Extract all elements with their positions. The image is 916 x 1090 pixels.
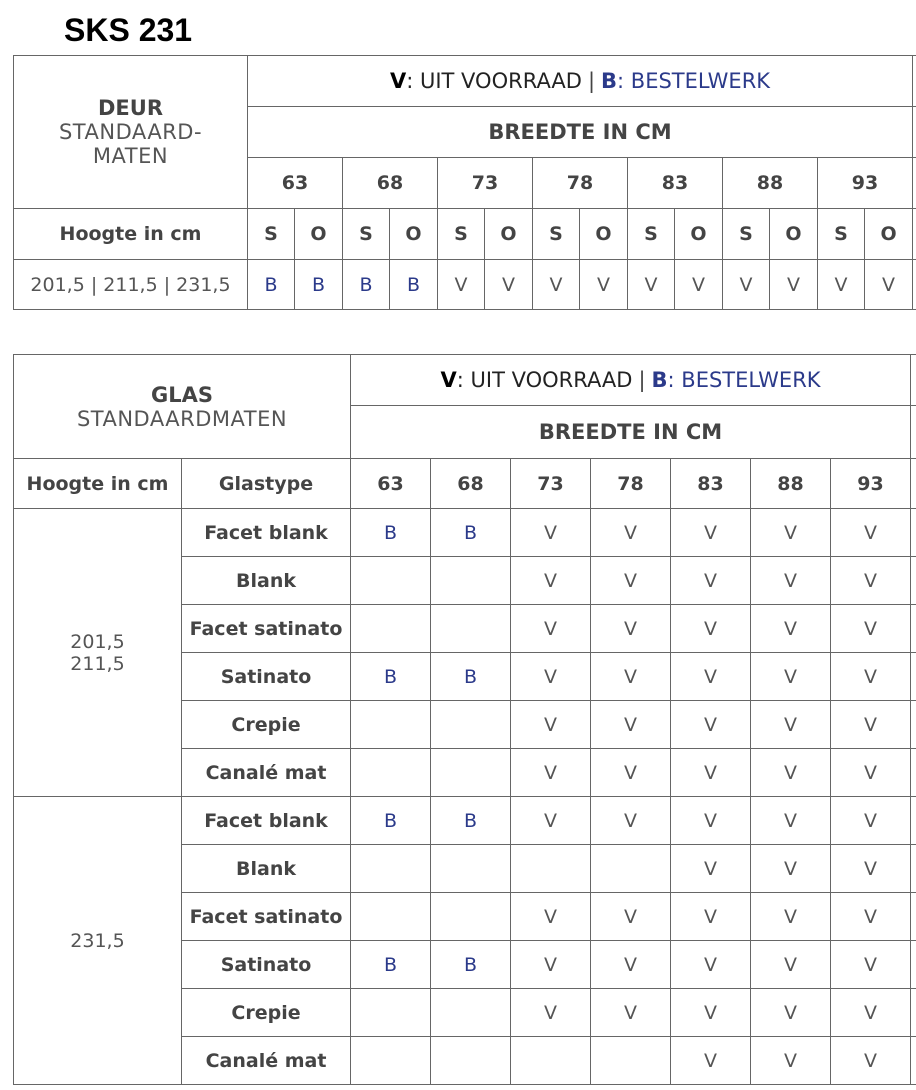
glas-hoogte-label: Hoogte in cm (14, 459, 182, 509)
deur-header-cell (14, 56, 248, 209)
glas-value-cell: V (671, 941, 751, 989)
glas-value-cell: V (671, 845, 751, 893)
glas-value-cell: V (591, 941, 671, 989)
glas-overflow-cell (911, 557, 916, 605)
glas-value-cell: V (511, 749, 591, 797)
deur-value-cell: V (770, 260, 818, 310)
glas-value-cell (431, 893, 511, 941)
glas-value-cell: V (591, 989, 671, 1037)
deur-value-cell: V (628, 260, 675, 310)
glas-value-cell: V (751, 1037, 831, 1085)
glastype-label: Canalé mat (182, 1037, 351, 1085)
glas-value-cell (431, 989, 511, 1037)
glas-value-cell: V (751, 605, 831, 653)
deur-value-cell: V (438, 260, 485, 310)
deur-sub-label: S (628, 209, 675, 260)
glas-width-78: 78 (591, 459, 671, 509)
deur-value-cell: V (723, 260, 770, 310)
glas-value-cell: V (751, 653, 831, 701)
glas-value-cell: B (431, 509, 511, 557)
glas-value-cell: V (831, 509, 911, 557)
glas-value-cell: V (751, 845, 831, 893)
glas-height-cell (14, 509, 182, 797)
glas-height-cell (14, 797, 182, 1085)
glas-value-cell (431, 605, 511, 653)
table-row (14, 509, 916, 557)
glas-value-cell: V (511, 653, 591, 701)
deur-sub-label: O (770, 209, 818, 260)
deur-width-93: 93 (818, 158, 913, 209)
deur-value-cell: B (248, 260, 295, 310)
glas-value-cell: B (351, 941, 431, 989)
legend-b-text: : BESTELWERK (617, 69, 771, 93)
glas-value-cell: B (431, 653, 511, 701)
glas-body (14, 509, 916, 1085)
glastype-label: Facet satinato (182, 605, 351, 653)
glas-value-cell: V (511, 797, 591, 845)
deur-sub-row (14, 209, 916, 260)
deur-width-83: 83 (628, 158, 723, 209)
deur-sub-label: S (438, 209, 485, 260)
deur-sub-label: S (723, 209, 770, 260)
deur-value-cell: B (343, 260, 390, 310)
glas-height-value: 231,5 (70, 929, 125, 952)
legend-v-text: : UIT VOORRAAD (406, 69, 582, 93)
glas-value-cell: V (671, 749, 751, 797)
deur-sub-label: O (580, 209, 628, 260)
glas-overflow-cell (911, 406, 916, 459)
glas-value-cell (431, 701, 511, 749)
glas-width-68: 68 (431, 459, 511, 509)
deur-width-73: 73 (438, 158, 533, 209)
glas-overflow-cell (911, 989, 916, 1037)
glas-value-cell: V (671, 797, 751, 845)
glas-value-cell: V (671, 989, 751, 1037)
legend-separator: | (587, 69, 596, 93)
glas-value-cell: V (671, 1037, 751, 1085)
deur-value-cell: V (675, 260, 723, 310)
glas-value-cell: V (831, 749, 911, 797)
glas-value-cell (351, 845, 431, 893)
deur-sub-label: O (675, 209, 723, 260)
glas-value-cell: V (591, 509, 671, 557)
glas-value-cell: V (751, 557, 831, 605)
deur-sub-label: S (533, 209, 580, 260)
glas-value-cell: V (831, 893, 911, 941)
glas-value-cell (351, 701, 431, 749)
deur-sub-label: O (865, 209, 913, 260)
deur-value-cell: V (865, 260, 913, 310)
glas-header-row (14, 459, 916, 509)
glas-value-cell: V (751, 509, 831, 557)
glas-overflow-cell (911, 749, 916, 797)
glas-value-cell: V (591, 797, 671, 845)
glas-value-cell: B (351, 653, 431, 701)
glastype-label: Blank (182, 845, 351, 893)
glastype-label: Satinato (182, 653, 351, 701)
glas-value-cell: V (511, 605, 591, 653)
glas-value-cell (351, 989, 431, 1037)
glas-width-88: 88 (751, 459, 831, 509)
glas-height-value: 211,5 (70, 652, 125, 675)
glas-subtitle: STANDAARDMATEN (76, 406, 288, 431)
glas-value-cell: V (671, 701, 751, 749)
glas-value-cell (511, 1037, 591, 1085)
glas-value-cell: V (831, 557, 911, 605)
glas-value-cell (591, 1037, 671, 1085)
deur-overflow-cell (913, 56, 916, 107)
glas-value-cell (431, 845, 511, 893)
deur-value-row (14, 260, 916, 310)
legend-v-key: V (440, 368, 457, 392)
glas-value-cell (431, 1037, 511, 1085)
glas-width-63: 63 (351, 459, 431, 509)
deur-sub-label: O (485, 209, 533, 260)
deur-subtitle-line1: STANDAARD- (58, 120, 203, 144)
legend-v-key: V (389, 69, 407, 93)
glas-value-cell: V (671, 893, 751, 941)
deur-width-68: 68 (343, 158, 438, 209)
glas-overflow-cell (911, 605, 916, 653)
glastype-label: Satinato (182, 941, 351, 989)
deur-overflow-cell (913, 158, 916, 209)
glas-value-cell: B (431, 941, 511, 989)
glas-glastype-label: Glastype (182, 459, 351, 509)
glas-table (13, 354, 916, 1085)
glas-value-cell (351, 749, 431, 797)
glas-value-cell: V (511, 893, 591, 941)
glastype-label: Crepie (182, 701, 351, 749)
glas-value-cell: V (751, 893, 831, 941)
glas-value-cell: V (511, 701, 591, 749)
glas-value-cell: V (591, 893, 671, 941)
deur-sub-label: S (343, 209, 390, 260)
glas-value-cell: V (751, 941, 831, 989)
glas-value-cell: B (351, 797, 431, 845)
glas-value-cell (431, 749, 511, 797)
glas-overflow-cell (911, 355, 916, 406)
deur-value-cell: V (818, 260, 865, 310)
glas-overflow-cell (911, 1037, 916, 1085)
glas-width-83: 83 (671, 459, 751, 509)
glas-value-cell: V (831, 941, 911, 989)
glas-value-cell: V (671, 509, 751, 557)
deur-value-cell: V (580, 260, 628, 310)
deur-value-cell: V (485, 260, 533, 310)
glas-value-cell: B (431, 797, 511, 845)
deur-overflow-cell (913, 209, 916, 260)
legend-b-key: B (601, 69, 618, 93)
deur-width-88: 88 (723, 158, 818, 209)
glas-value-cell: V (671, 605, 751, 653)
deur-row-label: 201,5 | 211,5 | 231,5 (14, 260, 248, 310)
glas-value-cell: V (831, 989, 911, 1037)
glastype-label: Canalé mat (182, 749, 351, 797)
glas-value-cell (351, 893, 431, 941)
glas-value-cell: V (831, 1037, 911, 1085)
glas-overflow-cell (911, 893, 916, 941)
glas-value-cell (511, 845, 591, 893)
deur-overflow-cell (913, 260, 916, 310)
legend-b-key: B (651, 368, 668, 392)
glas-value-cell: V (831, 797, 911, 845)
glas-value-cell: V (591, 557, 671, 605)
deur-overflow-cell (913, 107, 916, 158)
glas-value-cell: V (591, 749, 671, 797)
legend-separator: | (638, 368, 646, 392)
deur-value-cell: B (295, 260, 343, 310)
glas-value-cell: V (511, 989, 591, 1037)
glas-header-cell (14, 355, 351, 459)
glas-overflow-cell (911, 701, 916, 749)
deur-sub-label: O (295, 209, 343, 260)
glas-value-cell: V (831, 845, 911, 893)
glastype-label: Facet blank (182, 797, 351, 845)
glas-value-cell (351, 1037, 431, 1085)
glas-value-cell: V (831, 605, 911, 653)
glas-value-cell (431, 557, 511, 605)
glas-value-cell: B (351, 509, 431, 557)
glas-overflow-cell (911, 941, 916, 989)
deur-breedte-label: BREEDTE IN CM (248, 107, 913, 158)
glas-breedte-label: BREEDTE IN CM (351, 406, 911, 459)
glas-value-cell: V (591, 653, 671, 701)
glas-height-value: 201,5 (70, 630, 125, 653)
legend-b-text: : BESTELWERK (667, 368, 821, 392)
deur-legend (248, 56, 913, 107)
glas-value-cell: V (751, 749, 831, 797)
deur-hoogte-label: Hoogte in cm (14, 209, 248, 260)
glas-value-cell: V (671, 653, 751, 701)
glas-value-cell: V (751, 989, 831, 1037)
page-title: SKS 231 (64, 12, 193, 48)
deur-sub-label: S (248, 209, 295, 260)
glastype-label: Crepie (182, 989, 351, 1037)
legend-v-text: : UIT VOORRAAD (456, 368, 633, 392)
glas-value-cell: V (831, 701, 911, 749)
table-row (14, 797, 916, 845)
glas-value-cell: V (751, 701, 831, 749)
deur-table (13, 55, 916, 310)
glas-value-cell: V (511, 941, 591, 989)
glas-overflow-cell (911, 797, 916, 845)
glas-title: GLAS (151, 382, 213, 407)
deur-value-cell: V (533, 260, 580, 310)
deur-value-cell: B (390, 260, 438, 310)
glastype-label: Facet satinato (182, 893, 351, 941)
glas-legend (351, 355, 911, 406)
glas-value-cell: V (591, 701, 671, 749)
glas-value-cell: V (831, 653, 911, 701)
glas-overflow-cell (911, 509, 916, 557)
glas-value-cell: V (511, 509, 591, 557)
deur-width-63: 63 (248, 158, 343, 209)
glas-value-cell (351, 557, 431, 605)
deur-subtitle-line2: MATEN (92, 144, 169, 168)
glas-value-cell: V (671, 557, 751, 605)
glas-overflow-cell (911, 845, 916, 893)
glas-value-cell: V (751, 797, 831, 845)
glas-overflow-cell (911, 653, 916, 701)
deur-width-78: 78 (533, 158, 628, 209)
deur-title: DEUR (98, 96, 163, 120)
glas-value-cell: V (591, 605, 671, 653)
glas-overflow-cell (911, 459, 916, 509)
glastype-label: Blank (182, 557, 351, 605)
glas-width-73: 73 (511, 459, 591, 509)
deur-sub-label: O (390, 209, 438, 260)
deur-sub-label: S (818, 209, 865, 260)
glas-value-cell (351, 605, 431, 653)
glastype-label: Facet blank (182, 509, 351, 557)
glas-width-93: 93 (831, 459, 911, 509)
glas-value-cell (591, 845, 671, 893)
glas-value-cell: V (511, 557, 591, 605)
